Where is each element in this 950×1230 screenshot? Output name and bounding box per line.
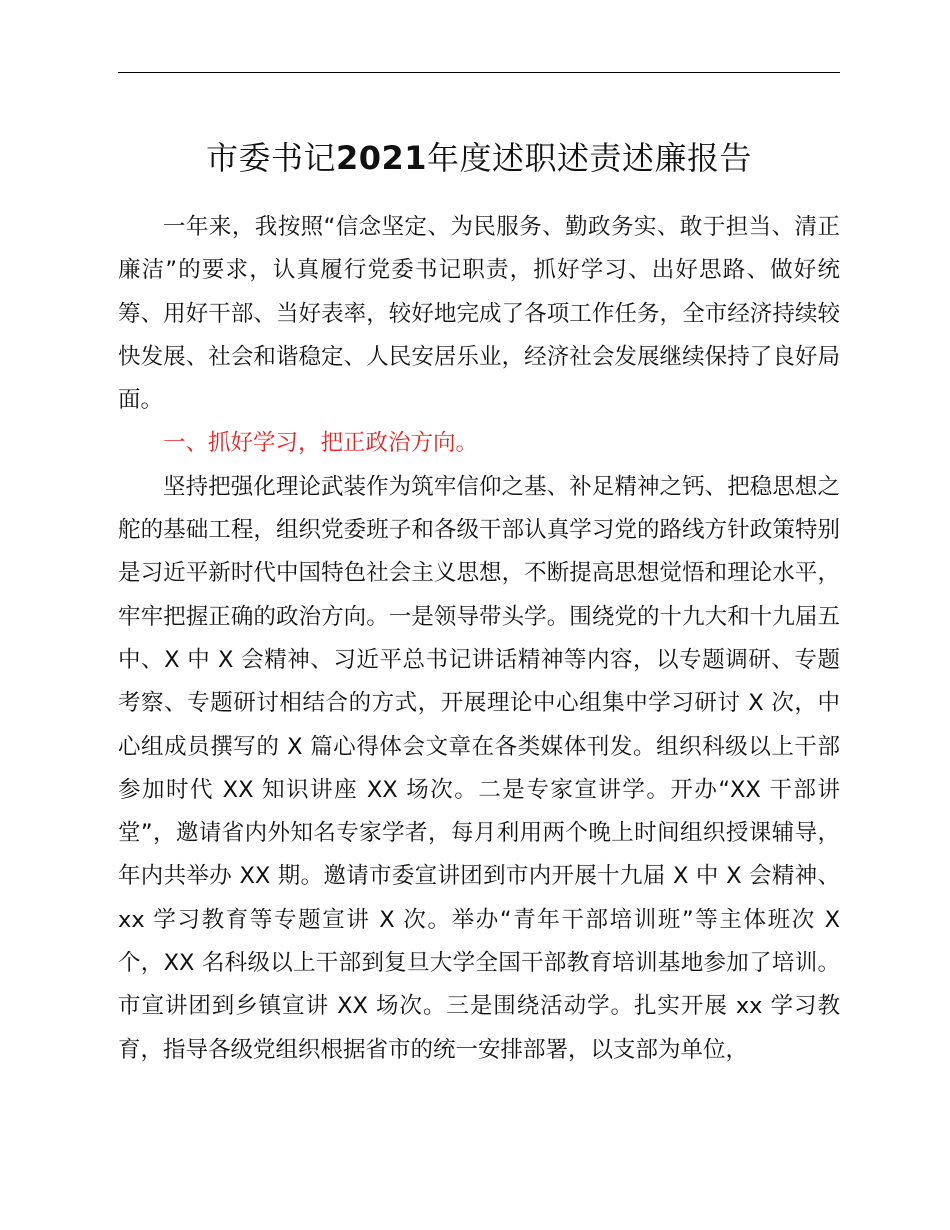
document-body (118, 206, 840, 1072)
section-paragraph: 坚持把强化理论武装作为筑牢信仰之基、补足精神之钙、把稳思想之舵的基础工程，组织党委班子和各级干部认真学习党的路线方针政策特别是习近平新时代中国特色社会主义思想，不断提高思想觉悟和理论水平，牢牢把握正确的政治方向。一是领导带头学。围绕党的十九大和十九届五中、X 中 X 会精神、习近平总书记讲话精神等内容，以专题调研、专题考察、专题研讨相结合的方式，开展理论中心组集中学习研讨 X 次，中心组成员撰写的 X 篇心得体会文章在各类媒体刊发。组织科级以上干部参加时代 XX 知识讲座 XX 场次。二是专家宣讲学。开办“XX 干部讲堂”，邀请省内外知名专家学者，每月利用两个晚上时间组织授课辅导，年内共举办 XX 期。邀请市委宣讲团到市内开展十九届 X 中 X 会精神、xx 学习教育等专题宣讲 X 次。举办“青年干部培训班”等主体班次 X 个，XX 名科级以上干部到复旦大学全国干部教育培训基地参加了培训。市宣讲团到乡镇宣讲 XX 场次。三是围绕活动学。扎实开展 xx 学习教育，指导各级党组织根据省市的统一安排部署，以支部为单位， (118, 473, 840, 1063)
section-heading: 一、抓好学习，把正政治方向。 (163, 430, 479, 457)
title-suffix: 年度述职述责述廉报告 (427, 139, 753, 177)
intro-paragraph: 一年来，我按照“信念坚定、为民服务、勤政务实、敢于担当、清正廉洁”的要求，认真履行党委书记职责，抓好学习、出好思路、做好统筹、用好干部、当好表率，较好地完成了各项工作任务，全市经济持续较快发展、社会和谐稳定、人民安居乐业，经济社会发展继续保持了良好局面。 (118, 214, 840, 414)
title-prefix: 市委书记 (205, 139, 336, 177)
title-year: 2021 (335, 139, 428, 177)
header-rule (118, 72, 840, 73)
page-title (118, 134, 840, 182)
